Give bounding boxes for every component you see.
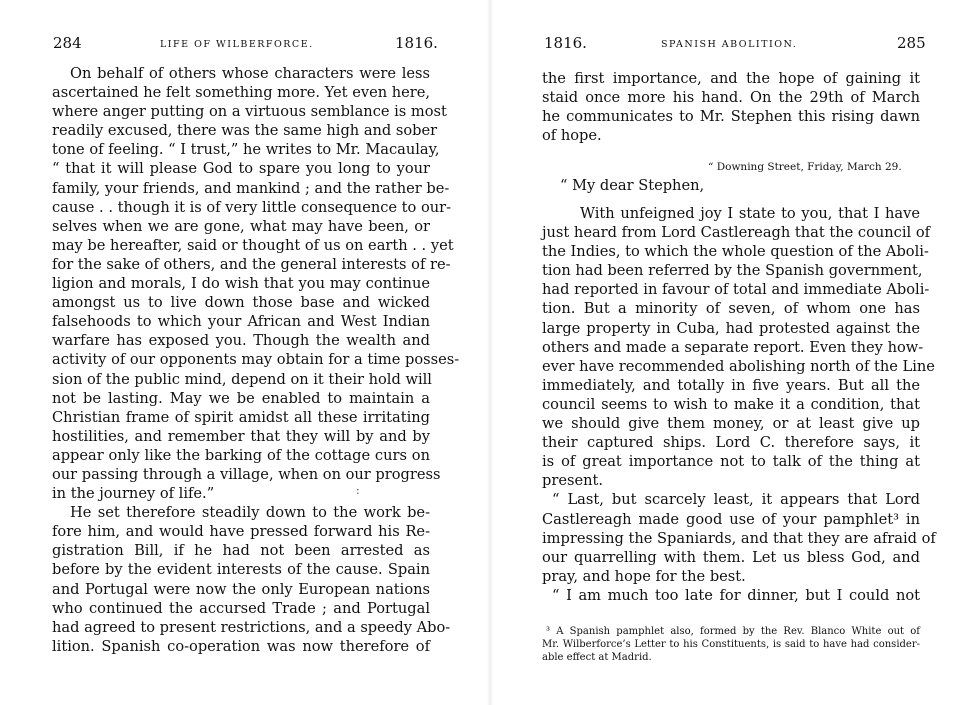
text-line: where anger putting on a virtuous semblance is most bbox=[52, 103, 447, 121]
text-line: Castlereagh made good use of your pamphlet³ in bbox=[542, 510, 920, 528]
text-line: staid once more his hand. On the 29th of March bbox=[542, 89, 920, 107]
running-head: LIFE OF WILBERFORCE. bbox=[160, 39, 314, 50]
text-line: ever have recommended abolishing north of the Line bbox=[542, 357, 935, 375]
text-line: appear only like the barking of the cottage curs on bbox=[52, 446, 430, 464]
text-line: immediately, and totally in five years. But all the bbox=[542, 376, 920, 394]
text-line: amongst us to live down those base and wicked bbox=[52, 294, 430, 312]
text-line: On behalf of others whose characters were less bbox=[70, 65, 430, 82]
running-year: 1816. bbox=[395, 34, 438, 52]
text-line: present. bbox=[542, 472, 603, 490]
text-line: we should give them money, or at least give up bbox=[542, 415, 920, 433]
text-line: activity of our opponents may obtain for a time posses- bbox=[52, 351, 460, 369]
text-line: large property in Cuba, had protested against the bbox=[542, 319, 920, 337]
text-line: not be lasting. May we be enabled to maintain a bbox=[52, 389, 430, 407]
letter-dateline: “ Downing Street, Friday, March 29. bbox=[708, 161, 902, 173]
text-line: impressing the Spaniards, and that they are afraid of bbox=[542, 529, 936, 547]
text-line: pray, and hope for the best. bbox=[542, 567, 746, 585]
text-line: council seems to wish to make it a condition, that bbox=[542, 395, 920, 413]
footnote-line: able effect at Madrid. bbox=[542, 652, 652, 664]
text-line: he communicates to Mr. Stephen this rising dawn bbox=[542, 108, 920, 126]
text-line: ligion and morals, I do wish that you may continue bbox=[52, 275, 430, 293]
text-line: With unfeigned joy I state to you, that I have bbox=[580, 205, 920, 222]
text-line: lition. Spanish co-operation was now therefore of bbox=[52, 637, 430, 655]
footnote-line: Mr. Wilberforce’s Letter to his Constituents, is said to have had consider- bbox=[542, 639, 920, 651]
footnote bbox=[542, 625, 920, 665]
text-line: in the journey of life.” bbox=[52, 485, 215, 503]
text-line: the first importance, and the hope of gaining it bbox=[542, 70, 920, 87]
text-line: warfare has exposed you. Though the wealth and bbox=[52, 332, 430, 350]
print-speck: : bbox=[356, 484, 360, 497]
text-line: readily excused, there was the same high and sober bbox=[52, 122, 438, 140]
footnote-line: ³ A Spanish pamphlet also, formed by the Rev. Blanco White out of bbox=[546, 626, 920, 637]
text-line: He set therefore steadily down to the work be- bbox=[70, 504, 430, 522]
text-line: fore him, and would have pressed forward his Re- bbox=[52, 523, 430, 541]
text-line: sion of the public mind, depend on it their hold will bbox=[52, 370, 432, 388]
text-line: “ that it will please God to spare you long to your bbox=[52, 160, 430, 178]
page-number: 284 bbox=[53, 34, 82, 52]
text-line: hostilities, and remember that they will by and by bbox=[52, 427, 430, 445]
running-year: 1816. bbox=[544, 34, 587, 52]
text-line: and Portugal were now the only European nations bbox=[52, 580, 430, 598]
text-line: our quarrelling with them. Let us bless God, and bbox=[542, 548, 920, 566]
text-line: tion had been referred by the Spanish government, bbox=[542, 262, 923, 280]
text-line: selves when we are gone, what may have been, or bbox=[52, 217, 430, 235]
left-body-text bbox=[52, 64, 460, 656]
text-line: Christian frame of spirit amidst all these irritating bbox=[52, 408, 430, 426]
text-line: may be hereafter, said or thought of us on earth . . yet bbox=[52, 236, 454, 254]
text-line: others and made a separate report. Even they how- bbox=[542, 338, 924, 356]
text-line: just heard from Lord Castlereagh that the council of bbox=[542, 224, 931, 242]
text-line: family, your friends, and mankind ; and the rather be- bbox=[52, 179, 450, 197]
page-number: 285 bbox=[897, 34, 926, 52]
running-head: SPANISH ABOLITION. bbox=[661, 39, 798, 50]
text-line: ascertained he felt something more. Yet even here, bbox=[52, 84, 431, 102]
right-page bbox=[490, 0, 980, 705]
right-body-text bbox=[542, 69, 920, 145]
text-line: who continued the accursed Trade ; and Portugal bbox=[52, 599, 430, 617]
text-line: our passing through a village, when on our progress bbox=[52, 465, 441, 483]
text-line: their captured ships. Lord C. therefore says, it bbox=[542, 434, 920, 452]
text-line: of hope. bbox=[542, 127, 602, 145]
text-line: “ Last, but scarcely least, it appears that Lord bbox=[552, 491, 920, 509]
letter-body bbox=[542, 204, 936, 605]
text-line: had reported in favour of total and immediate Aboli- bbox=[542, 281, 930, 299]
text-line: gistration Bill, if he had not been arrested as bbox=[52, 542, 430, 560]
text-line: tion. But a minority of seven, of whom one has bbox=[542, 300, 920, 318]
text-line: had agreed to present restrictions, and a speedy Abo- bbox=[52, 618, 451, 636]
letter-salutation: “ My dear Stephen, bbox=[560, 177, 705, 194]
text-line: falsehoods to which your African and West Indian bbox=[52, 313, 430, 331]
text-line: before by the evident interests of the cause. Spain bbox=[52, 561, 430, 579]
text-line: is of great importance not to talk of the thing at bbox=[542, 453, 920, 471]
text-line: “ I am much too late for dinner, but I could not bbox=[552, 586, 920, 604]
text-line: cause . . though it is of very little consequence to our- bbox=[52, 198, 452, 216]
text-line: the Indies, to which the whole question of the Aboli- bbox=[542, 243, 929, 261]
text-line: tone of feeling. “ I trust,” he writes to Mr. Macaulay, bbox=[52, 141, 440, 159]
text-line: for the sake of others, and the general interests of re- bbox=[52, 255, 451, 273]
